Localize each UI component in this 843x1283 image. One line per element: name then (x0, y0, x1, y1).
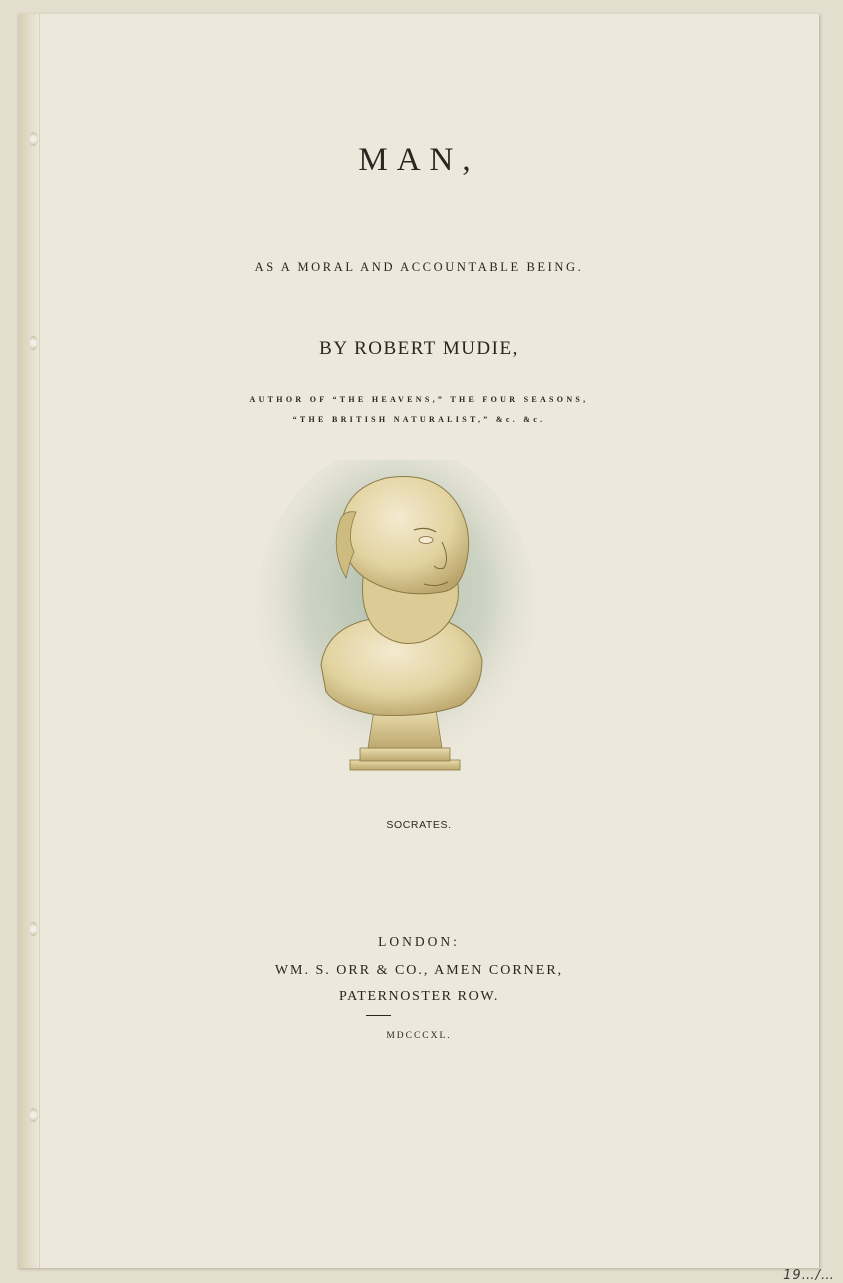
book-title: MAN, (358, 142, 480, 178)
imprint-address: PATERNOSTER ROW. (339, 989, 499, 1004)
socrates-bust-illustration (246, 460, 536, 790)
title-page-sheet (18, 14, 819, 1268)
imprint-rule (366, 1015, 391, 1016)
pedestal-base (350, 760, 460, 770)
handwritten-margin-note: 19…/… (783, 1268, 835, 1283)
stitch-hole (29, 1108, 38, 1122)
book-subtitle: AS A MORAL AND ACCOUNTABLE BEING. (254, 260, 584, 274)
illustration-caption: SOCRATES. (386, 819, 452, 831)
author-credits-line-1: AUTHOR OF “THE HEAVENS,” THE FOUR SEASONS, (249, 395, 589, 404)
imprint-publisher: WM. S. ORR & CO., AMEN CORNER, (274, 963, 564, 978)
binding-gutter (19, 14, 40, 1268)
bust-eye (419, 537, 433, 544)
imprint-place: LONDON: (378, 934, 460, 949)
author-byline: BY ROBERT MUDIE, (319, 338, 519, 359)
imprint-date: MDCCCXL. (386, 1031, 452, 1041)
pedestal-step (360, 748, 450, 761)
author-credits-line-2: “THE BRITISH NATURALIST,” &c. &c. (292, 415, 546, 424)
